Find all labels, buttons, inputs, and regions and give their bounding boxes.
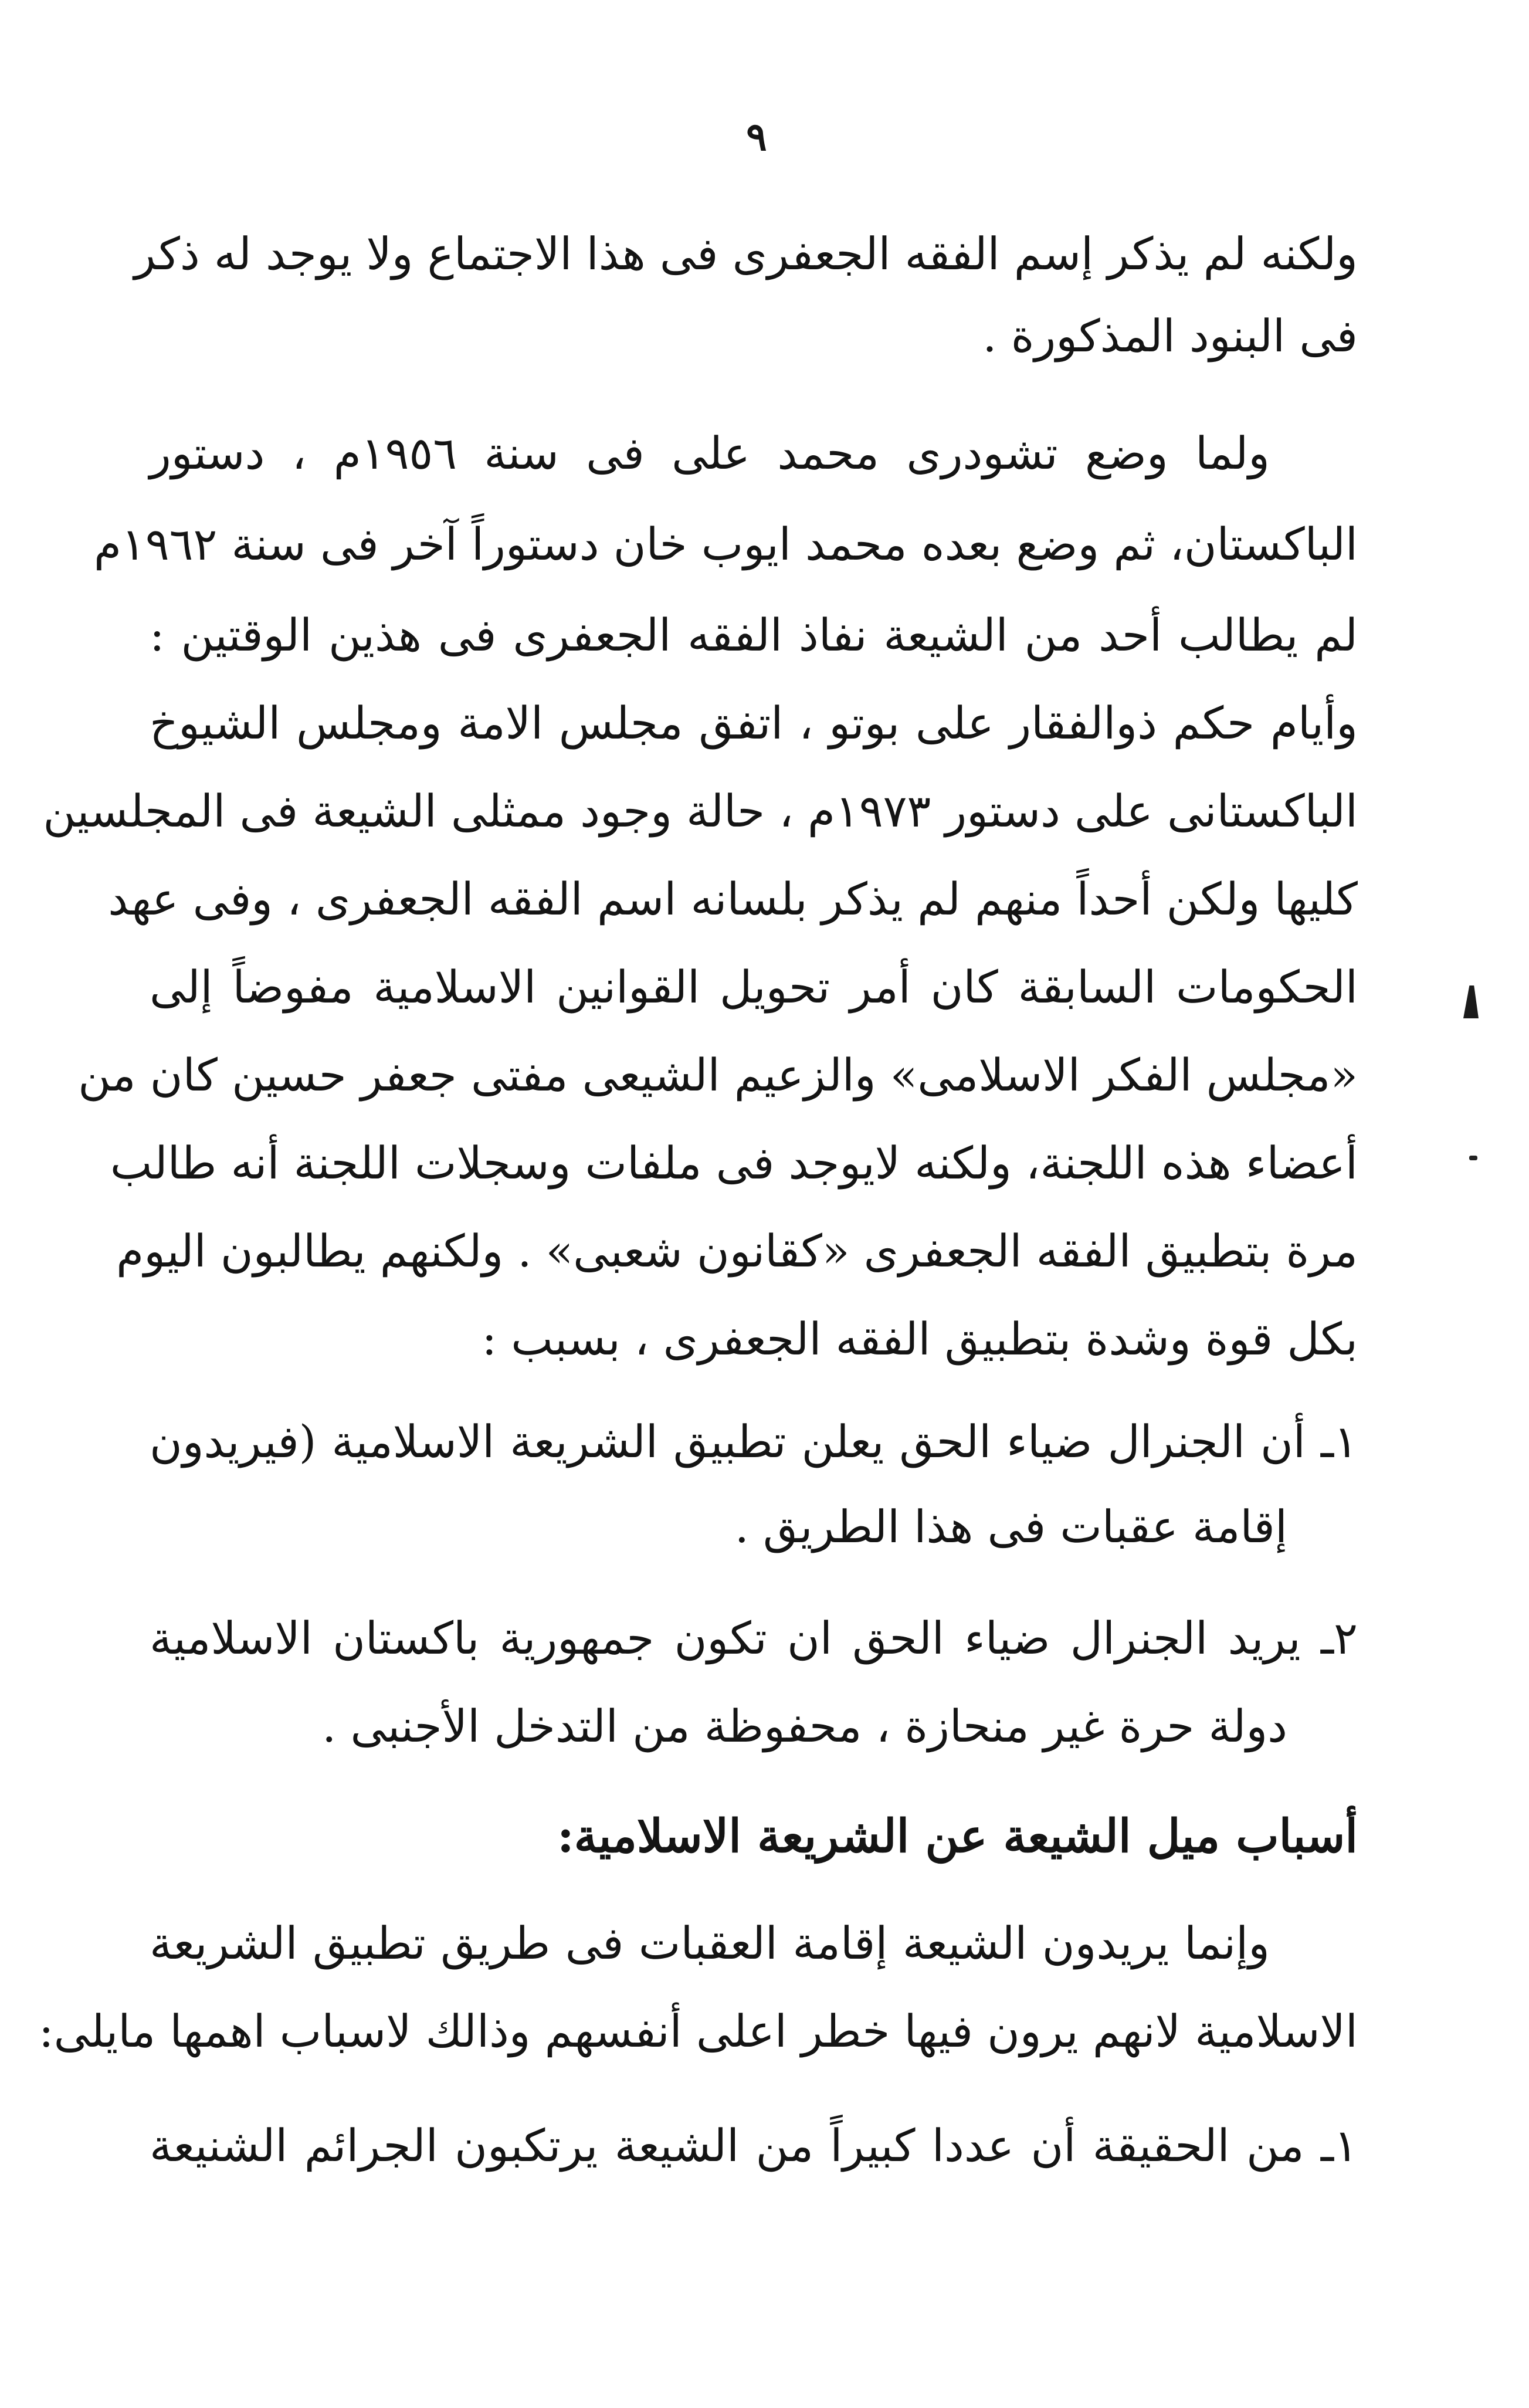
- text-line: وإنما يريدون الشيعة إقامة العقبات فى طريق تطبيق الشريعة: [150, 1917, 1270, 1969]
- text-line: ٢ـ يريد الجنرال ضياء الحق ان تكون جمهورية باكستان الاسلامية: [150, 1612, 1358, 1664]
- text-line: إقامة عقبات فى هذا الطريق .: [734, 1501, 1287, 1553]
- margin-dot: [1469, 1156, 1477, 1160]
- text-line: وأيام حكم ذوالفقار على بوتو ، اتفق مجلس الامة ومجلس الشيوخ: [150, 697, 1358, 749]
- text-line: دولة حرة غير منحازة ، محفوظة من التدخل الأجنبى .: [322, 1700, 1287, 1752]
- page-number: ٩: [746, 114, 767, 160]
- text-line: فى البنود المذكورة .: [982, 310, 1358, 362]
- text-line: ١ـ أن الجنرال ضياء الحق يعلن تطبيق الشريعة الاسلامية (فيريدون: [150, 1415, 1358, 1468]
- text-line: أعضاء هذه اللجنة، ولكنه لايوجد فى ملفات وسجلات اللجنة أنه طالب: [110, 1137, 1358, 1189]
- text-line: الحكومات السابقة كان أمر تحويل القوانين الاسلامية مفوضاً إلى: [150, 961, 1358, 1013]
- text-line: الباكستانى على دستور ١٩٧٣م ، حالة وجود ممثلى الشيعة فى المجلسين: [43, 785, 1358, 837]
- margin-mark: [1463, 985, 1479, 1018]
- text-line: «مجلس الفكر الاسلامى» والزعيم الشيعى مفتى جعفر حسين كان من: [78, 1049, 1358, 1101]
- text-line: كليها ولكن أحداً منهم لم يذكر بلسانه اسم الفقه الجعفرى ، وفى عهد: [108, 873, 1358, 925]
- text-line: مرة بتطبيق الفقه الجعفرى «كقانون شعبى» . ولكنهم يطالبون اليوم: [116, 1225, 1358, 1277]
- text-line: بكل قوة وشدة بتطبيق الفقه الجعفرى ، بسبب :: [482, 1313, 1358, 1365]
- text-line: ولما وضع تشودرى محمد على فى سنة ١٩٥٦م ، دستور: [150, 427, 1270, 479]
- text-line: الاسلامية لانهم يرون فيها خطر اعلى أنفسهم وذالك لاسباب اهمها مايلى:: [39, 2005, 1358, 2057]
- text-line: لم يطالب أحد من الشيعة نفاذ الفقه الجعفرى فى هذين الوقتين :: [150, 609, 1358, 661]
- text-line: ١ـ من الحقيقة أن عددا كبيراً من الشيعة يرتكبون الجرائم الشنيعة: [150, 2119, 1358, 2172]
- text-line: ولكنه لم يذكر إسم الفقه الجعفرى فى هذا الاجتماع ولا يوجد له ذكر: [134, 228, 1358, 280]
- section-heading: أسباب ميل الشيعة عن الشريعة الاسلامية:: [557, 1810, 1358, 1863]
- text-line: الباكستان، ثم وضع بعده محمد ايوب خان دستوراً آخر فى سنة ١٩٦٢م: [93, 518, 1358, 570]
